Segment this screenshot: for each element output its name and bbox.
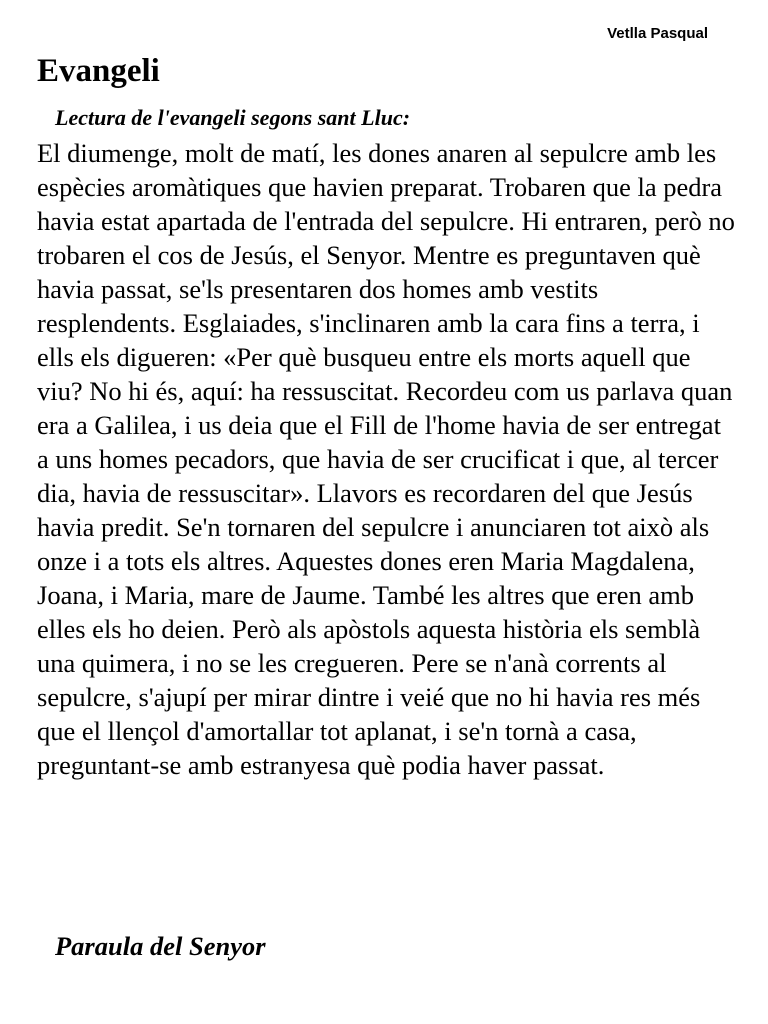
page-title: Evangeli (37, 53, 160, 89)
closing-acclamation: Paraula del Senyor (55, 931, 266, 961)
liturgical-day-header: Vetlla Pasqual (607, 25, 708, 42)
reading-source: Lectura de l'evangeli segons sant Lluc: (55, 105, 411, 130)
gospel-text: El diumenge, molt de matí, les dones anaren al sepulcre amb les espècies aromàtiques que havien preparat. Trobaren que la pedra havia estat apartada de l'entrada del sepulcre. Hi entraren, però no trobaren el cos de Jesús, el Senyor. Mentre es preguntaven què havia passat, se'ls presentaren dos homes amb vestits resplendents. Esglaiades, s'inclinaren amb la cara fins a terra, i ells els digueren: «Per què busqueu entre els morts aquell que viu? No hi és, aquí: ha ressuscitat. Recordeu com us parlava quan era a Galilea, i us deia que el Fill de l'home havia de ser entregat a uns homes pecadors, que havia de ser crucificat i que, al tercer dia, havia de ressuscitar». Llavors es recordaren del que Jesús havia predit. Se'n tornaren del sepulcre i anunciaren tot això als onze i a tots els altres. Aquestes dones eren Maria Magdalena, Joana, i Maria, mare de Jaume. També les altres que eren amb elles els ho deien. Però als apòstols aquesta història els semblà una quimera, i no se les cregueren. Pere se n'anà corrents al sepulcre, s'ajupí per mirar dintre i veié que no hi havia res més que el llençol d'amortallar tot aplanat, i se'n tornà a casa, preguntant-se amb estranyesa què podia haver passat. (37, 138, 735, 780)
